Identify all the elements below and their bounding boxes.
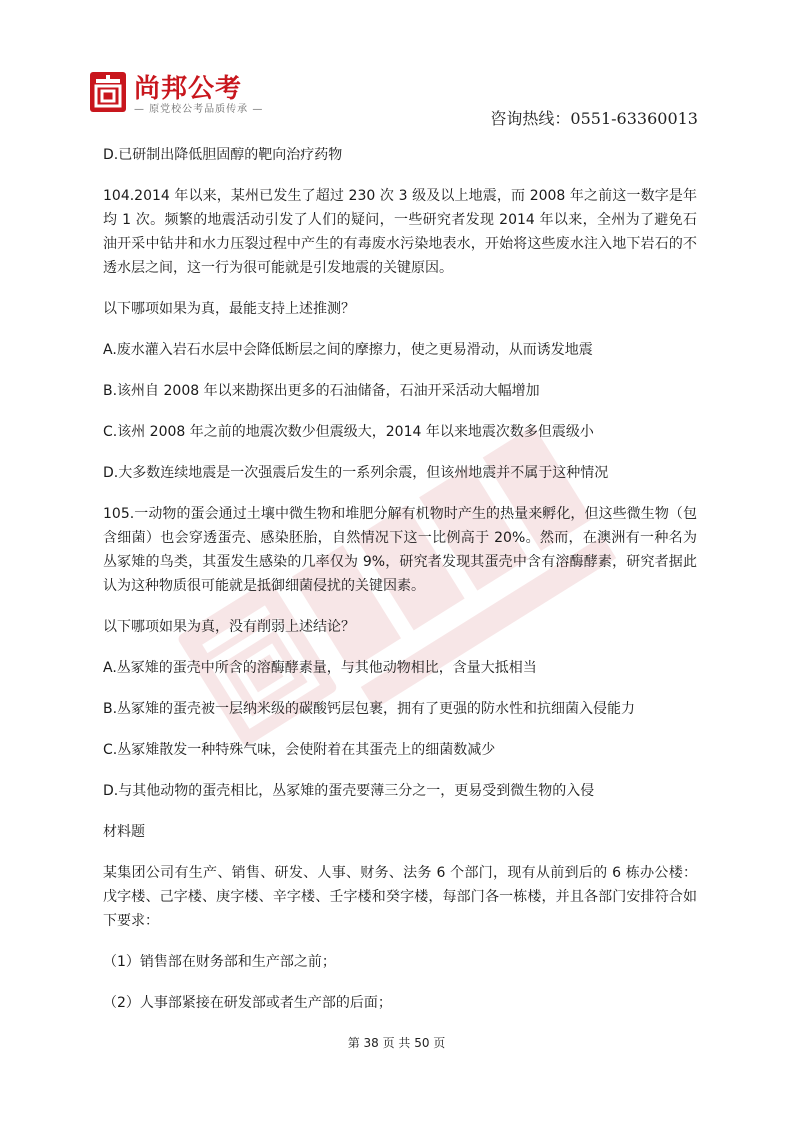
question-105: 105.一动物的蛋会通过土壤中微生物和堆肥分解有机物时产生的热量来孵化，但这些微生物（包含细菌）也会穿透蛋壳、感染胚胎，自然情况下这一比例高于 20%。然而，在澳洲有一种名为丛冢雉的鸟类，其蛋发生感染的几率仅为 9%，研究者发现其蛋壳中含有溶酶酵素，研究者据此认为这种物质很可能就是抵御细菌侵扰的关键因素。 xyxy=(103,506,697,594)
question-104-option-d: D.大多数连续地震是一次强震后发生的一系列余震，但该州地震并不属于这种情况 xyxy=(103,465,609,481)
brand-logo xyxy=(88,68,288,118)
question-104: 104.2014 年以来，某州已发生了超过 230 次 3 级及以上地震，而 2008 年之前这一数字是年均 1 次。频繁的地震活动引发了人们的疑问，一些研究者发现 2014 年以来，全州为了避免石油开采中钻井和水力压裂过程中产生的有毒废水污染地表水，开始将这些废水注入地下岩石的不透水层之间，这一行为很可能就是引发地震的关键原因。 xyxy=(103,188,697,276)
question-105-option-d: D.与其他动物的蛋壳相比，丛冢雉的蛋壳要薄三分之一，更易受到微生物的入侵 xyxy=(103,783,595,799)
question-105-prompt: 以下哪项如果为真，没有削弱上述结论？ xyxy=(103,619,355,635)
material-text: 某集团公司有生产、销售、研发、人事、财务、法务 6 个部门，现有从前到后的 6 栋办公楼：戊字楼、己字楼、庚字楼、辛字楼、壬字楼和癸字楼，每部门各一栋楼，并且各部门安排符合如下要求： xyxy=(103,865,697,929)
question-105-option-a: A.丛冢雉的蛋壳中所含的溶酶酵素量，与其他动物相比，含量大抵相当 xyxy=(103,660,537,676)
question-104-option-b: B.该州自 2008 年以来勘探出更多的石油储备，石油开采活动大幅增加 xyxy=(103,383,540,399)
document-body xyxy=(103,143,697,1015)
brand-logo-icon xyxy=(88,70,128,114)
question-104-option-c: C.该州 2008 年之前的地震次数少但震级大，2014 年以来地震次数多但震级小 xyxy=(103,424,594,440)
hotline: 咨询热线：0551-63360013 xyxy=(490,109,698,128)
page-header xyxy=(88,68,708,128)
material-rule-1: （1）销售部在财务部和生产部之前； xyxy=(103,954,336,970)
brand-name: 尚邦公考 xyxy=(134,74,243,104)
question-104-option-a: A.废水灌入岩石水层中会降低断层之间的摩擦力，使之更易滑动，从而诱发地震 xyxy=(103,342,593,358)
option-d-prev: D.已研制出降低胆固醇的靶向治疗药物 xyxy=(103,147,343,163)
question-105-option-b: B.丛冢雉的蛋壳被一层纳米级的碳酸钙层包裹，拥有了更强的防水性和抗细菌入侵能力 xyxy=(103,701,636,717)
question-104-prompt: 以下哪项如果为真，最能支持上述推测？ xyxy=(103,301,355,317)
material-title: 材料题 xyxy=(103,824,145,840)
brand-slogan: — 原党校公考品质传承 — xyxy=(134,104,264,115)
question-105-option-c: C.丛冢雉散发一种特殊气味，会使附着在其蛋壳上的细菌数减少 xyxy=(103,742,496,758)
page-number: 第 38 页 共 50 页 xyxy=(347,1036,446,1050)
material-rule-2: （2）人事部紧接在研发部或者生产部的后面； xyxy=(103,995,392,1011)
